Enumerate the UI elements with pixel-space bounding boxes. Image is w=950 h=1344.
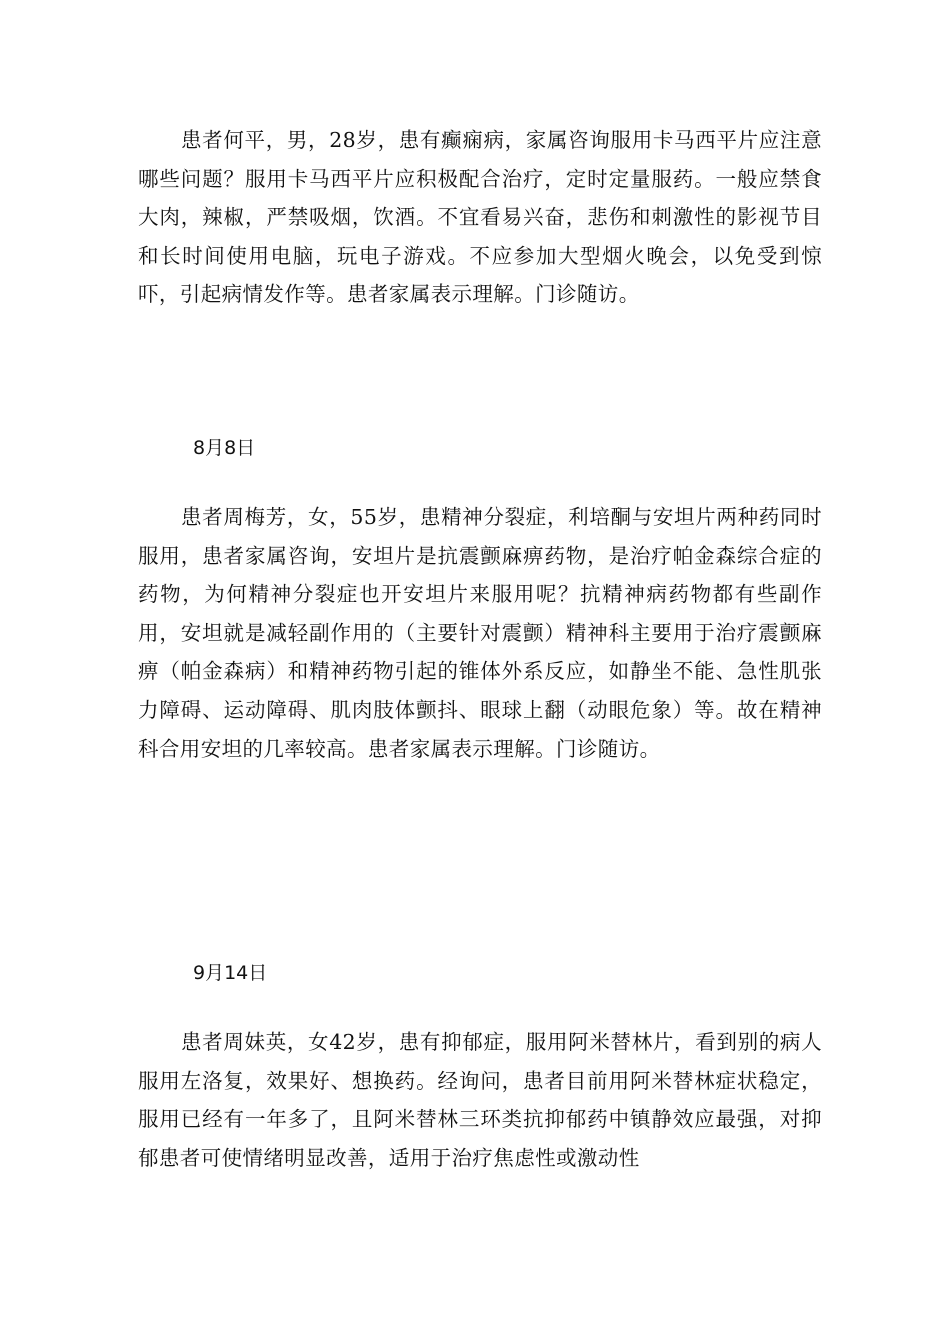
date-heading-2: 9月14日 (193, 962, 268, 984)
consultation-paragraph-3: 患者周妹英，女42岁，患有抑郁症，服用阿米替林片，看到别的病人服用左洛复，效果好、想换药。经询问，患者目前用阿米替林症状稳定，服用已经有一年多了，且阿米替林三环类抗抑郁药中镇静效应最强，对抑郁患者可使情绪明显改善，适用于治疗焦虑性或激动性 (138, 1030, 822, 1170)
consultation-paragraph-2: 患者周梅芳，女，55岁，患精神分裂症，利培酮与安坦片两种药同时服用，患者家属咨询，安坦片是抗震颤麻痹药物，是治疗帕金森综合症的药物，为何精神分裂症也开安坦片来服用呢？抗精神病药物都有些副作用，安坦就是减轻副作用的（主要针对震颤）精神科主要用于治疗震颤麻痹（帕金森病）和精神药物引起的锥体外系反应，如静坐不能、急性肌张力障碍、运动障碍、肌肉肢体颤抖、眼球上翻（动眼危象）等。故在精神科合用安坦的几率较高。患者家属表示理解。门诊随访。 (138, 505, 822, 761)
date-heading-1: 8月8日 (193, 437, 256, 459)
consultation-paragraph-1: 患者何平，男，28岁，患有癫痫病，家属咨询服用卡马西平片应注意哪些问题？服用卡马西平片应积极配合治疗，定时定量服药。一般应禁食大肉，辣椒，严禁吸烟，饮酒。不宜看易兴奋，悲伤和刺激性的影视节目和长时间使用电脑，玩电子游戏。不应参加大型烟火晚会，以免受到惊吓，引起病情发作等。患者家属表示理解。门诊随访。 (138, 128, 822, 307)
